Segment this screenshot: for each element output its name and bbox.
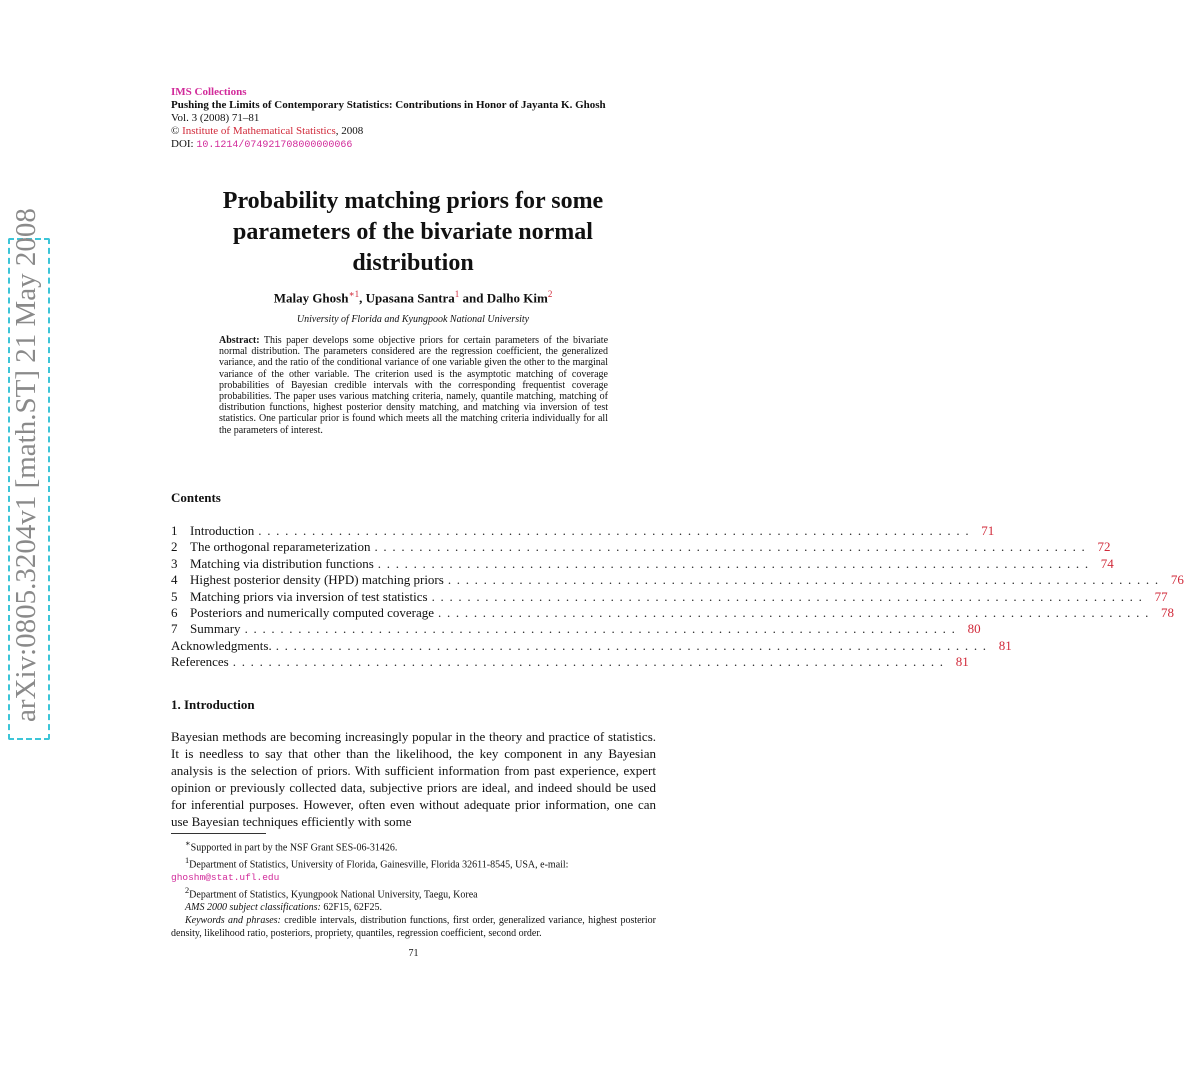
keywords [171, 915, 656, 941]
author-name: Dalho Kim [486, 290, 548, 306]
ams-codes: 62F15, 62F25. [320, 902, 382, 914]
toc-page-link[interactable]: 80 [967, 621, 981, 637]
abstract [219, 335, 608, 436]
author-list [171, 289, 655, 306]
keywords-label: Keywords and phrases: [185, 914, 281, 926]
contents-heading: Contents [171, 490, 221, 505]
author-footnote-mark[interactable]: 1 [454, 289, 460, 299]
toc-title[interactable]: Introduction [190, 523, 255, 538]
toc-page-link[interactable]: 76 [1170, 572, 1184, 588]
toc-leader-dots: ................................................................................ [377, 555, 1094, 571]
toc-page-link[interactable]: 81 [998, 637, 1012, 653]
doi-line [171, 138, 611, 152]
publisher-link[interactable]: Institute of Mathematical Statistics [182, 125, 336, 137]
toc-page-link[interactable]: 74 [1100, 555, 1114, 571]
footnote-2 [171, 885, 656, 902]
toc-title[interactable]: Matching via distribution functions [190, 555, 374, 571]
toc-number: 1 [171, 523, 178, 538]
affiliation: University of Florida and Kyungpook National University [296, 314, 530, 325]
toc-title[interactable]: Highest posterior density (HPD) matching priors [190, 572, 444, 588]
copyright-year: , 2008 [335, 125, 364, 137]
footnotes [171, 838, 656, 941]
series-name[interactable]: IMS Collections [171, 86, 247, 98]
toc-entry[interactable] [171, 539, 1111, 555]
toc-leader-dots: ................................................................................ [447, 572, 1164, 588]
toc-leader-dots: ................................................................................ [244, 621, 961, 637]
toc-page-link[interactable]: 81 [955, 654, 969, 670]
doi-link[interactable]: 10.1214/074921708000000066 [196, 140, 353, 151]
toc-entry[interactable] [171, 654, 969, 670]
author-name: Malay Ghosh [273, 290, 349, 306]
toc-leader-dots: ................................................................................ [258, 523, 975, 538]
copyright-symbol: © [171, 125, 180, 137]
arxiv-identifier[interactable]: arXiv:0805.3204v1 [math.ST] 21 May 2008 [10, 208, 42, 722]
abstract-text: This paper develops some objective priors for certain parameters of the bivariate normal distribution. The parameters considered are the regression coefficient, the generalized variance, and the ratio of the conditional variance of one variable given the other to the marginal variance of the other variable. The criterion used is the asymptotic matching of coverage probabilities of Bayesian credible intervals with the corresponding frequentist coverage probabilities. The paper uses various matching criteria, namely, quantile matching, matching of distribution functions, highest posterior density matching, and matching via inversion of test statistics. One particular prior is found which meets all the matching criteria individually for all the parameters of interest. [219, 335, 609, 436]
table-of-contents [171, 523, 1184, 671]
toc-number: 6 [171, 604, 178, 620]
toc-number: 4 [171, 572, 178, 588]
toc-entry[interactable] [171, 604, 1175, 621]
toc-number: 2 [171, 539, 178, 555]
author-footnote-mark[interactable]: 2 [547, 289, 553, 299]
book-title: Pushing the Limits of Contemporary Statistics: Contributions in Honor of Jayanta K. Ghosh [171, 99, 606, 111]
ams-label: AMS 2000 subject classifications: [185, 902, 321, 914]
toc-title[interactable]: Posteriors and numerically computed coverage [190, 604, 435, 620]
toc-leader-dots: ................................................................................ [438, 604, 1155, 620]
footnote-1 [171, 855, 656, 885]
paper-title: Probability matching priors for some parameters of the bivariate normal distribution [222, 188, 604, 276]
toc-number: 3 [171, 555, 178, 571]
toc-number: 5 [171, 588, 178, 604]
keywords-text: credible intervals, distribution functions, first order, generalized variance, highest posterior density, likelihood ratio, posteriors, propriety, quantiles, regression coefficient, second order. [171, 914, 656, 939]
section-heading: 1. Introduction [171, 697, 255, 712]
toc-entry[interactable] [171, 621, 981, 637]
toc-leader-dots: ................................................................................ [374, 539, 1091, 555]
toc-entry[interactable] [171, 588, 1168, 605]
toc-leader-dots: ................................................................................ [431, 588, 1148, 604]
toc-entry[interactable] [171, 637, 1012, 654]
toc-entry[interactable] [171, 523, 995, 539]
toc-page-link[interactable]: 78 [1161, 604, 1175, 620]
copyright-line [171, 125, 611, 138]
toc-page-link[interactable]: 71 [981, 523, 995, 538]
footnote-star [171, 838, 656, 855]
toc-leader-dots: ................................................................................ [232, 654, 949, 670]
toc-number: 7 [171, 621, 178, 637]
footnote-text: Department of Statistics, University of Florida, Gainesville, Florida 32611-8545, USA, e-mail: [189, 859, 569, 871]
footnote-rule [171, 833, 266, 834]
author-footnote-mark[interactable]: ∗1 [348, 289, 360, 299]
email-link[interactable]: ghoshm@stat.ufl.edu [171, 872, 280, 884]
page-number: 71 [408, 948, 419, 959]
abstract-label: Abstract: [219, 335, 260, 346]
author-separator: , [359, 290, 366, 306]
journal-header [171, 86, 611, 152]
footnote-text: Supported in part by the NSF Grant SES-06-31426. [190, 842, 398, 854]
footnote-mark: 2 [185, 886, 190, 896]
footnote-mark: ∗ [185, 839, 191, 848]
volume-info: Vol. 3 (2008) 71–81 [171, 112, 260, 124]
doi-label: DOI: [171, 138, 197, 150]
author-name: Upasana Santra [365, 290, 455, 306]
toc-leader-dots: ................................................................................ [275, 637, 992, 653]
ams-classification [171, 902, 656, 915]
body-paragraph: Bayesian methods are becoming increasingly popular in the theory and practice of statistics. It is needless to say that other than the likelihood, the key component in any Bayesian analysis is the selection of priors. With sufficient information from past experience, expert opinion or previously collected data, subjective priors are ideal, and indeed should be used for inferential purposes. However, often even without adequate prior information, one can use Bayesian techniques efficiently with some [171, 729, 656, 830]
toc-title[interactable]: Summary [190, 621, 241, 637]
footnote-text: Department of Statistics, Kyungpook National University, Taegu, Korea [189, 889, 478, 901]
toc-page-link[interactable]: 77 [1154, 588, 1168, 604]
footnote-mark: 1 [185, 856, 190, 866]
toc-title[interactable]: Matching priors via inversion of test statistics [190, 588, 428, 604]
toc-entry[interactable] [171, 572, 1184, 588]
toc-title[interactable]: The orthogonal reparameterization [190, 539, 371, 555]
toc-title[interactable]: References [171, 654, 229, 670]
toc-title[interactable]: Acknowledgments. [171, 637, 272, 653]
author-separator: and [459, 290, 487, 306]
toc-page-link[interactable]: 72 [1097, 539, 1111, 555]
toc-entry[interactable] [171, 555, 1114, 572]
